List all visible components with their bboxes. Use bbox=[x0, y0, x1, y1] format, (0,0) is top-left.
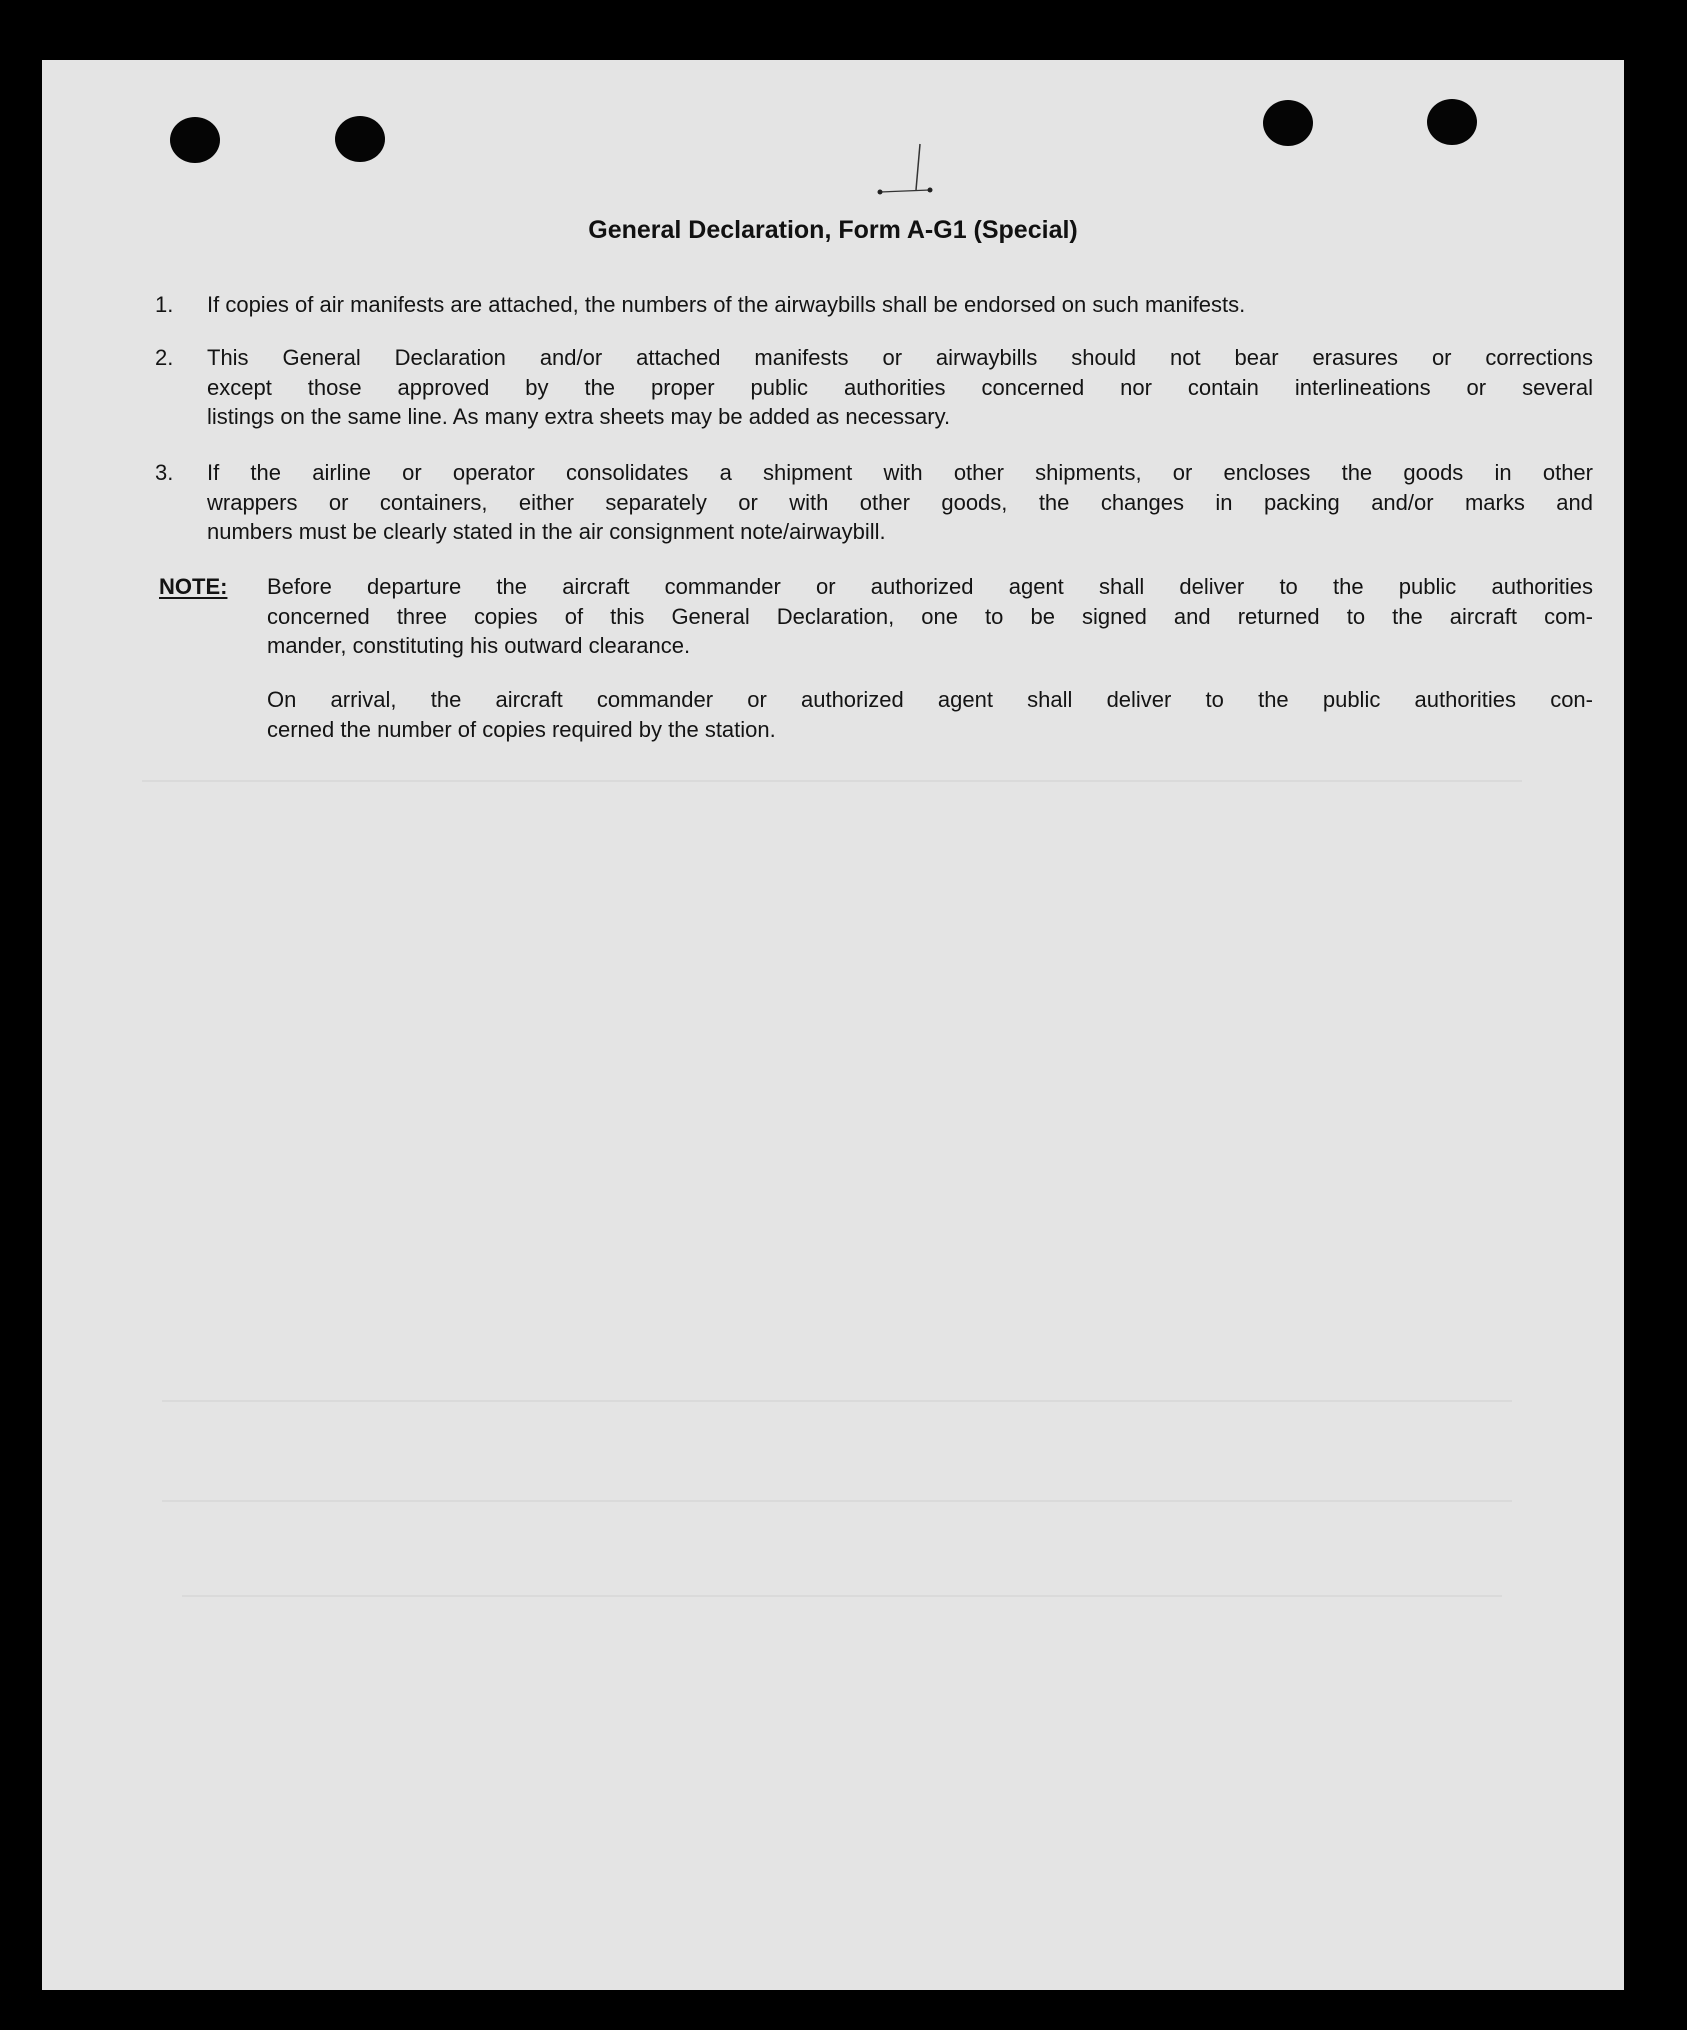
document-title: General Declaration, Form A-G1 (Special) bbox=[588, 216, 1078, 244]
item-line: except those approved by the proper public authorities concerned nor contain interlineations or several bbox=[207, 374, 1593, 400]
item-number: 3. bbox=[155, 460, 174, 485]
item-line: This General Declaration and/or attached manifests or airwaybills should not bear erasures or corrections bbox=[207, 345, 1593, 370]
note-label: NOTE: bbox=[159, 574, 228, 599]
item-line: numbers must be clearly stated in the air consignment note/airwaybill. bbox=[207, 519, 886, 544]
note-line: cerned the number of copies required by the station. bbox=[267, 716, 776, 742]
note-paragraph-1 bbox=[267, 572, 1593, 661]
note-paragraph-2 bbox=[267, 685, 1593, 744]
item-number: 2. bbox=[155, 345, 174, 370]
punch-hole-4 bbox=[1427, 99, 1477, 145]
punch-hole-1 bbox=[170, 117, 220, 163]
bleed-through-shadow bbox=[162, 1500, 1512, 1502]
bleed-through-shadow bbox=[142, 780, 1522, 782]
item-line: If the airline or operator consolidates a shipment with other shipments, or encloses the goods in other bbox=[207, 460, 1593, 485]
item-line: listings on the same line. As many extra sheets may be added as necessary. bbox=[207, 404, 951, 429]
item-1-text bbox=[207, 290, 1593, 320]
item-number: 1. bbox=[155, 292, 174, 317]
note-line: On arrival, the aircraft commander or authorized agent shall deliver to the public authorities con- bbox=[267, 687, 1593, 712]
punch-hole-3 bbox=[1263, 100, 1313, 146]
pencil-mark bbox=[872, 140, 952, 210]
item-3-text bbox=[207, 458, 1593, 547]
note-line: mander, constituting his outward clearance. bbox=[267, 633, 691, 658]
item-line: wrappers or containers, either separately or with other goods, the changes in packing and/or marks and bbox=[207, 489, 1593, 515]
bleed-through-shadow bbox=[162, 1400, 1512, 1402]
item-line: If copies of air manifests are attached, the numbers of the airwaybills shall be endorsed on such manifests. bbox=[207, 292, 1246, 317]
bleed-through-shadow bbox=[182, 1595, 1502, 1597]
document-page bbox=[42, 60, 1624, 1990]
punch-hole-2 bbox=[335, 116, 385, 162]
note-line: concerned three copies of this General Declaration, one to be signed and returned to the aircraft com- bbox=[267, 603, 1593, 629]
note-line: Before departure the aircraft commander or authorized agent shall deliver to the public authorities bbox=[267, 574, 1593, 599]
item-2-text bbox=[207, 343, 1593, 432]
